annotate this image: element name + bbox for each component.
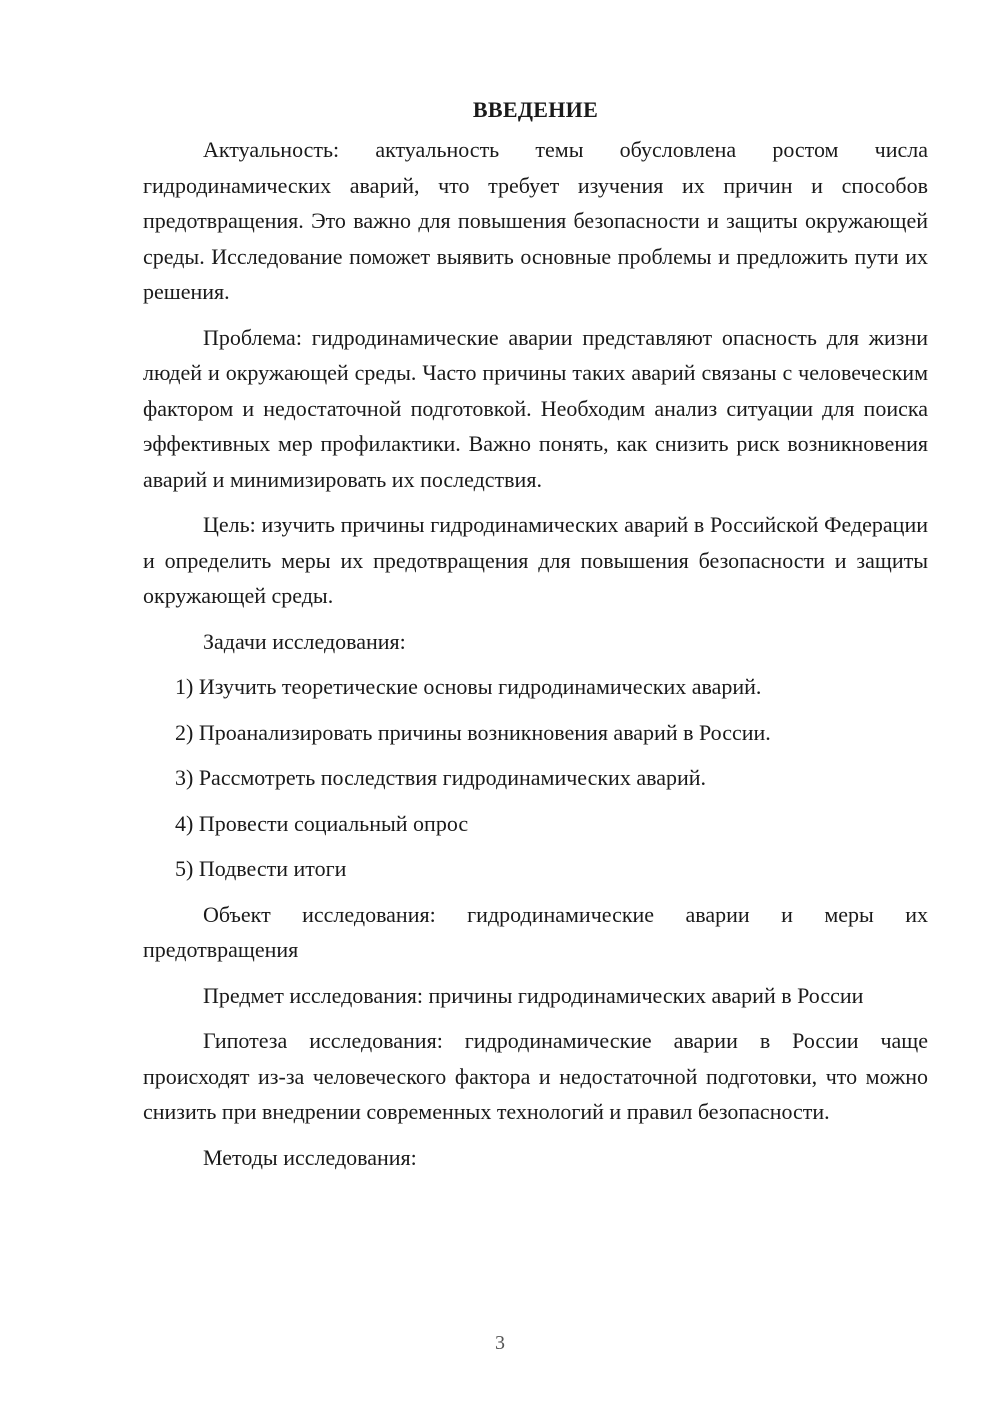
hypothesis-paragraph: Гипотеза исследования: гидродинамические аварии в России чаще происходят из-за человеческого фактора и недостаточной подготовки, что можно снизить при внедрении современных технологий и правил безопасности.	[143, 1028, 928, 1124]
methods-heading: Методы исследования:	[203, 1144, 417, 1170]
task-item-3: 3) Рассмотреть последствия гидродинамических аварий.	[175, 765, 707, 790]
task-item-2: 2) Проанализировать причины возникновения аварий в России.	[175, 719, 771, 745]
relevance-paragraph: Актуальность: актуальность темы обусловлена ростом числа гидродинамических аварий, что требует изучения их причин и способов предотвращения. Это важно для повышения безопасности и защиты окружающей среды. Исследование поможет выявить основные проблемы и предложить пути их решения.	[143, 137, 928, 304]
tasks-heading: Задачи исследования:	[203, 628, 406, 654]
goal-paragraph: Цель: изучить причины гидродинамических аварий в Российской Федерации и определить меры их предотвращения для повышения безопасности и защиты окружающей среды.	[143, 512, 928, 608]
document-page	[143, 92, 928, 1185]
subject-paragraph: Предмет исследования: причины гидродинамических аварий в России	[203, 982, 864, 1008]
page-number: 3	[495, 1332, 505, 1354]
task-item-5: 5) Подвести итоги	[175, 856, 347, 881]
page-title: ВВЕДЕНИЕ	[472, 97, 599, 122]
task-item-4: 4) Провести социальный опрос	[175, 810, 469, 836]
problem-paragraph: Проблема: гидродинамические аварии представляют опасность для жизни людей и окружающей среды. Часто причины таких аварий связаны с человеческим фактором и недостаточной подготовкой. Необходим анализ ситуации для поиска эффективных мер профилактики. Важно понять, как снизить риск возникновения аварий и минимизировать их последствия.	[143, 324, 928, 492]
tasks-list	[143, 669, 928, 887]
object-paragraph: Объект исследования: гидродинамические аварии и меры их предотвращения	[143, 901, 928, 962]
task-item-1: 1) Изучить теоретические основы гидродинамических аварий.	[175, 674, 762, 699]
